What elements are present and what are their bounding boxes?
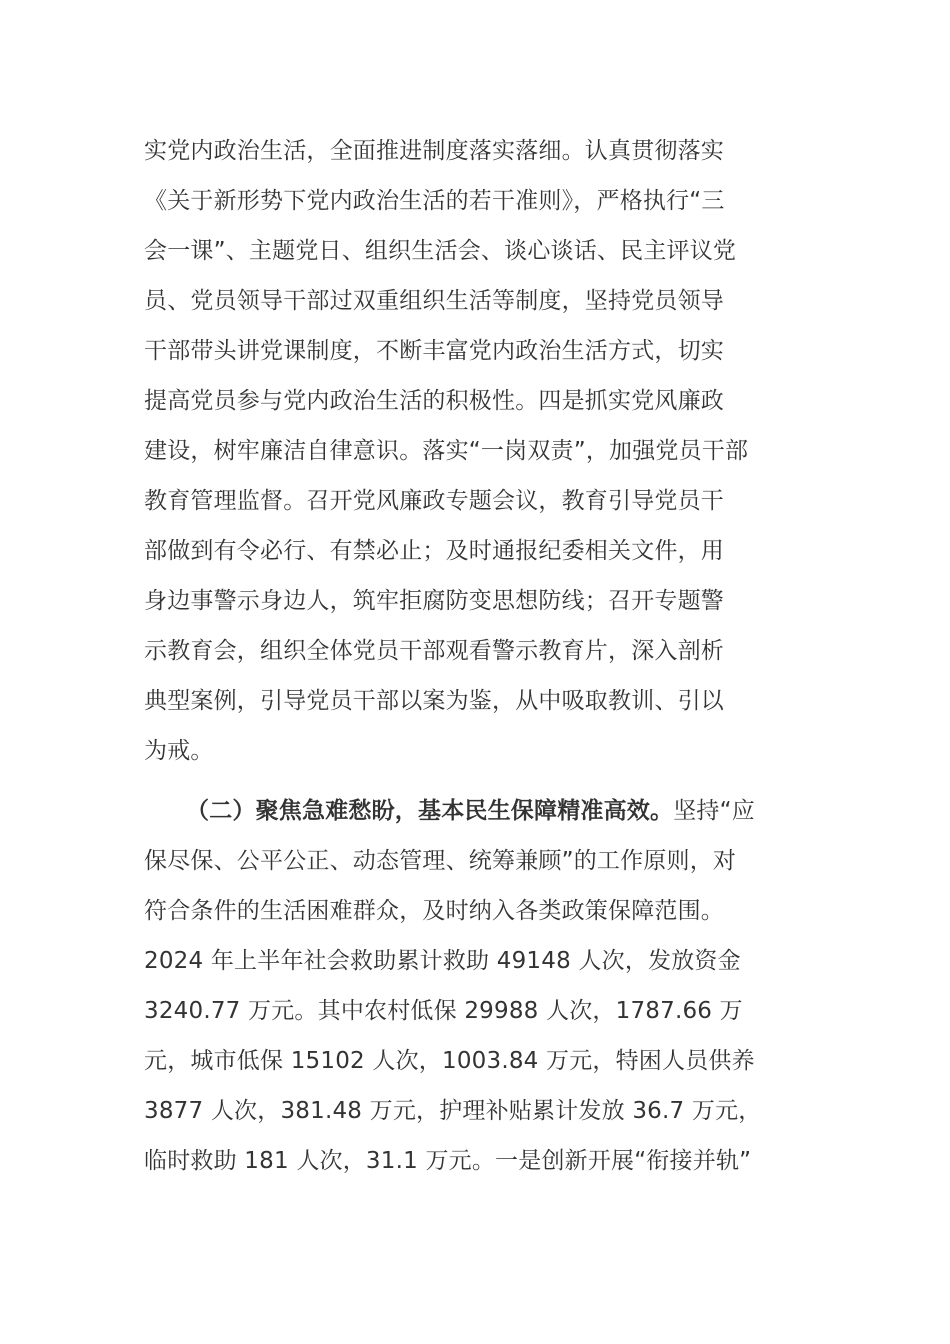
paragraph-line: 员、党员领导干部过双重组织生活等制度，坚持党员领导 [144,288,724,314]
paragraph-line: 临时救助 181 人次，31.1 万元。一是创新开展“衔接并轨” [144,1148,752,1174]
paragraph-line: 3240.77 万元。其中农村低保 29988 人次，1787.66 万 [144,998,743,1024]
paragraph-line: 2024 年上半年社会救助累计救助 49148 人次，发放资金 [144,948,741,974]
paragraph-line: 身边事警示身边人，筑牢拒腐防变思想防线；召开专题警 [144,588,724,614]
section-heading-line [186,796,755,826]
paragraph-line: 教育管理监督。召开党风廉政专题会议，教育引导党员干 [144,488,724,514]
heading-line-rest: 坚持“应 [673,798,755,824]
paragraph-line: 元，城市低保 15102 人次，1003.84 万元，特困人员供养 [144,1048,755,1074]
section-heading: （二）聚焦急难愁盼，基本民生保障精准高效。 [186,798,674,824]
paragraph-line: 干部带头讲党课制度，不断丰富党内政治生活方式，切实 [144,338,724,364]
paragraph-line: 典型案例，引导党员干部以案为鉴，从中吸取教训、引以 [144,688,724,714]
paragraph-line: 提高党员参与党内政治生活的积极性。四是抓实党风廉政 [144,388,724,414]
paragraph-line: 《关于新形势下党内政治生活的若干准则》，严格执行“三 [144,188,725,214]
paragraph-line: 为戒。 [144,738,214,764]
paragraph-line: 示教育会，组织全体党员干部观看警示教育片，深入剖析 [144,638,724,664]
paragraph-line: 3877 人次，381.48 万元，护理补贴累计发放 36.7 万元， [144,1098,762,1124]
paragraph-line: 实党内政治生活，全面推进制度落实落细。认真贯彻落实 [144,138,724,164]
paragraph-line: 部做到有令必行、有禁必止；及时通报纪委相关文件，用 [144,538,724,564]
paragraph-line: 保尽保、公平公正、动态管理、统筹兼顾”的工作原则，对 [144,848,737,874]
paragraph-line: 符合条件的生活困难群众，及时纳入各类政策保障范围。 [144,898,724,924]
paragraph-line: 建设，树牢廉洁自律意识。落实“一岗双责”，加强党员干部 [144,438,749,464]
paragraph-line: 会一课”、主题党日、组织生活会、谈心谈话、民主评议党 [144,238,737,264]
